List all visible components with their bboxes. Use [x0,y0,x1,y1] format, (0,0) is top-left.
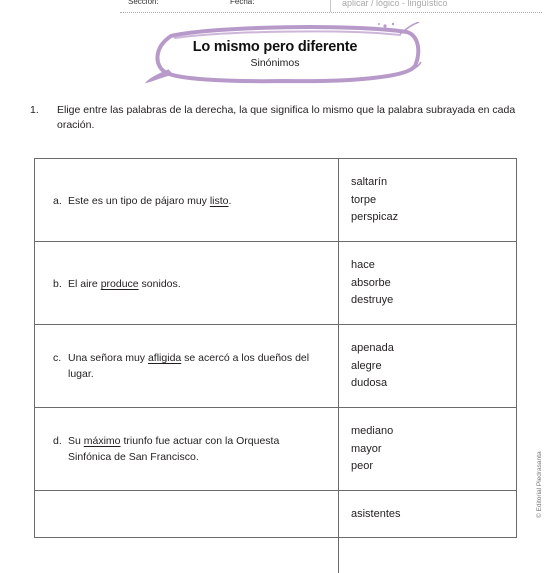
sentence-text: se acercó a los dueños del lugar. [68,352,310,380]
sentence-letter: d. [53,435,62,447]
sentence-text: El aire [68,278,101,290]
option-word[interactable]: mediano [351,425,394,437]
sentence-text: . [228,195,232,207]
sentence-text: Una señora muy [68,352,148,364]
skills-label: aplicar / lógico - lingüístico [342,0,448,8]
exercise-table [34,158,517,538]
option-word[interactable]: perspicaz [351,211,399,223]
option-word[interactable]: apenada [351,342,394,354]
options-list [351,423,393,476]
table-row [35,325,516,408]
header-dotted-line [120,12,542,13]
fecha-label: Fecha: [230,0,255,6]
options-list [351,340,394,393]
option-word[interactable]: alegre [351,359,382,372]
option-word[interactable]: saltarín [351,176,388,188]
option-word[interactable]: peor [351,460,374,472]
instruction-number: 1. [30,104,39,116]
sentence-text: Este es un tipo de pájaro muy [68,195,210,207]
page-header [0,0,550,16]
table-row [35,491,516,573]
table-row [35,159,516,242]
underlined-word: listo [209,195,229,207]
option-word[interactable]: destruye [351,294,394,306]
option-word[interactable]: asistentes [351,508,401,520]
publisher-credit: © Editorial Piedrasanta [536,451,543,518]
table-row [35,242,516,325]
table-row [35,408,516,491]
option-word[interactable]: hace [351,259,375,271]
option-word[interactable]: dudosa [351,377,388,389]
sentence-letter: a. [53,195,62,207]
page-title: Lo mismo pero diferente [192,39,358,55]
sentence-text: Su [68,435,84,447]
option-word[interactable]: mayor [351,442,382,455]
option-word[interactable]: absorbe [351,276,391,289]
sentence-text: triunfo fue actuar con la Orquesta Sinfónica de San Francisco. [68,435,280,463]
underlined-word: afligida [147,352,182,364]
instruction-text: Elige entre las palabras de la derecha, la que significa lo mismo que la palabra subrayada en cada oración. [57,104,516,131]
options-list [351,174,398,227]
option-word[interactable]: torpe [351,193,377,206]
underlined-word: máximo [83,435,121,447]
page-subtitle: Sinónimos [250,57,300,69]
sentence-text: sonidos. [138,278,181,290]
sentence-letter: c. [53,352,62,364]
sentence-letter: b. [53,278,62,290]
seccion-label: Sección: [128,0,159,6]
underlined-word: produce [100,278,139,290]
options-list [351,506,401,524]
header-divider [330,0,331,12]
options-list [351,257,393,310]
